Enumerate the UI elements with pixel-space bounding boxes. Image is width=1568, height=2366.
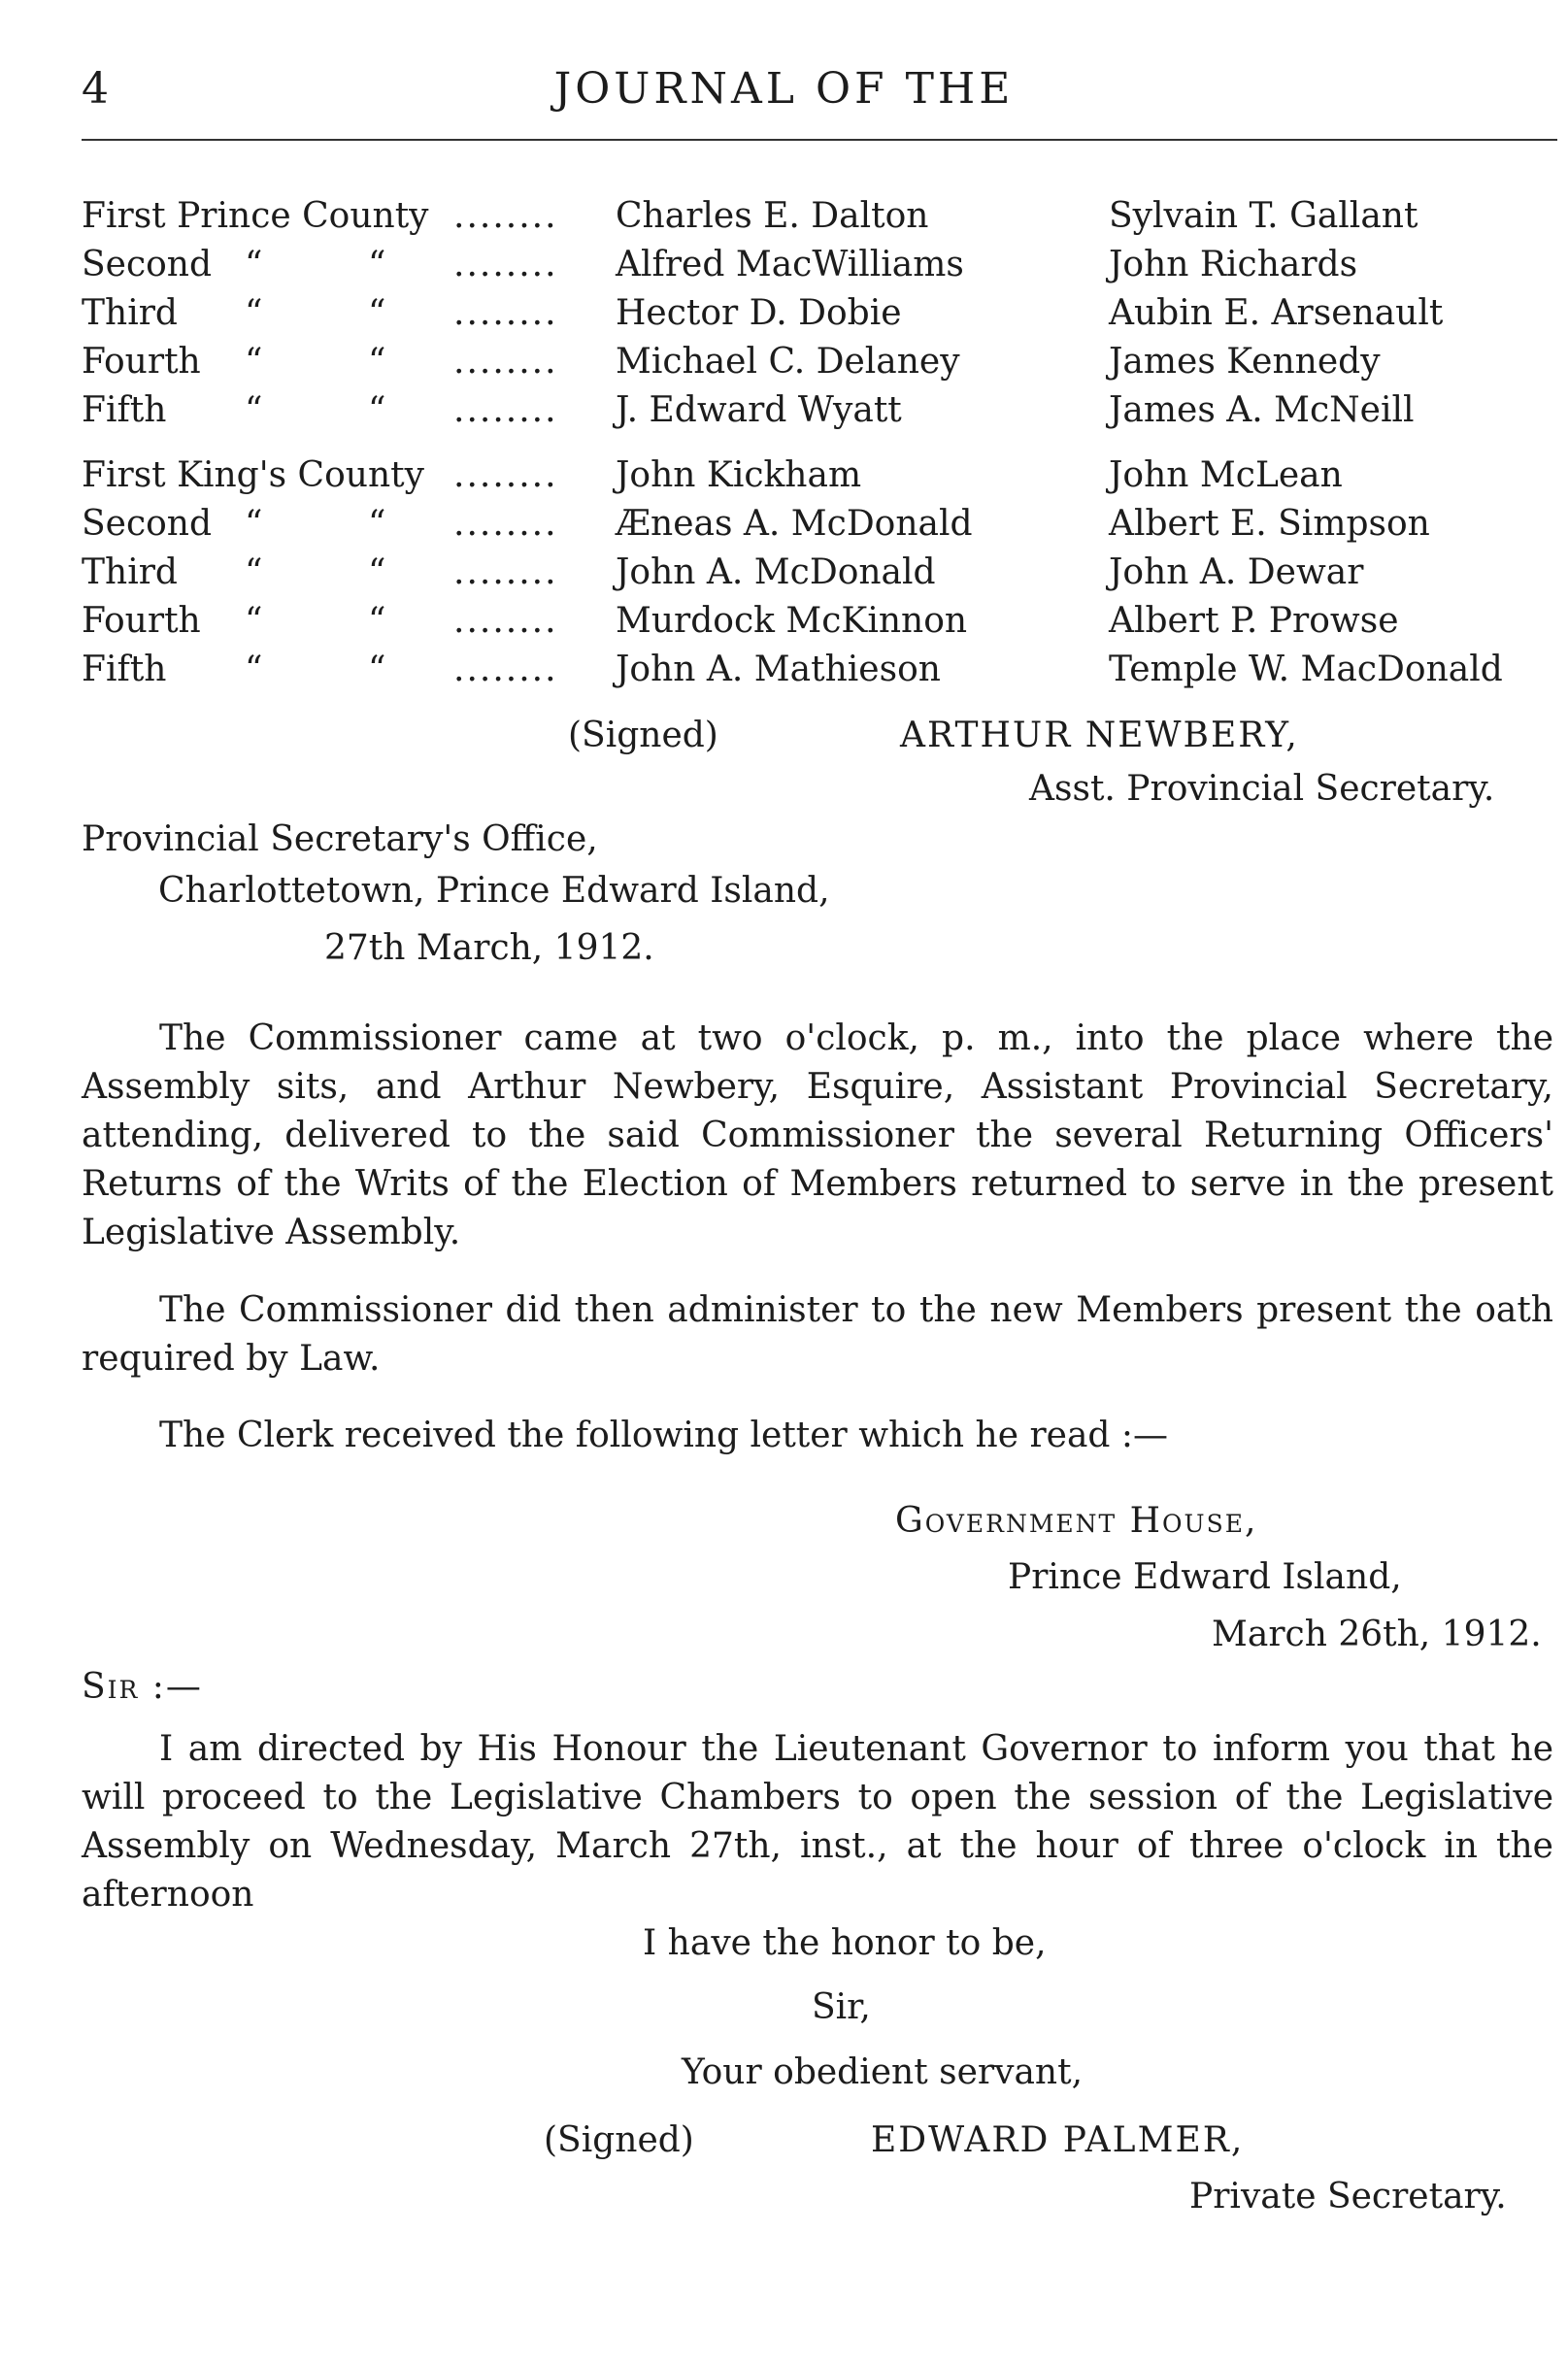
member-name: James A. McNeill [1109, 390, 1415, 430]
member-row [82, 597, 1538, 646]
member-name: Albert P. Prowse [1109, 601, 1399, 641]
signature2-name: EDWARD PALMER, [871, 2120, 1245, 2160]
leader-dots: ........ [453, 293, 558, 333]
ditto-mark: “ [368, 390, 386, 430]
closing-line2: Sir, [812, 1987, 871, 2027]
member-name: J. Edward Wyatt [616, 390, 902, 430]
prince-county-group [82, 192, 1538, 435]
member-name: Hector D. Dobie [616, 293, 902, 333]
ditto-mark: “ [368, 504, 386, 544]
office-line2: Charlottetown, Prince Edward Island, [158, 871, 830, 911]
member-name: Temple W. MacDonald [1109, 650, 1503, 689]
kings-county-group [82, 451, 1538, 694]
office-line1: Provincial Secretary's Office, [82, 819, 598, 859]
district-name: Third [82, 293, 178, 333]
ditto-mark: “ [245, 245, 263, 284]
ditto-mark: “ [368, 293, 386, 333]
signature1-name: ARTHUR NEWBERY, [900, 716, 1299, 755]
closing-line1: I have the honor to be, [643, 1923, 1047, 1963]
ditto-mark: “ [368, 650, 386, 689]
signature2-signed: (Signed) [544, 2120, 694, 2160]
paragraph-letter-intro: The Clerk received the following letter which he read :— [159, 1416, 1169, 1455]
member-row [82, 289, 1538, 338]
member-name: John A. Mathieson [616, 650, 941, 689]
leader-dots: ........ [453, 650, 558, 689]
ditto-mark: “ [245, 390, 263, 430]
leader-dots: ........ [453, 390, 558, 430]
member-name: Michael C. Delaney [616, 342, 960, 382]
member-name: Sylvain T. Gallant [1109, 196, 1418, 236]
paragraph-commissioner: The Commissioner came at two o'clock, p. m., into the place where the Assembly sits, and Arthur Newbery, Esquire, Assistant Provincial Secretary, attending, delivered to the said Commissioner the several Returning Officers' Returns of the Writs of the Election of Members returned to serve in the present Legislative Assembly. [82, 1018, 1553, 1252]
leader-dots: ........ [453, 196, 558, 236]
running-title: JOURNAL OF THE [553, 64, 1015, 114]
member-row [82, 386, 1538, 435]
member-name: Murdock McKinnon [616, 601, 968, 641]
signature1-title: Asst. Provincial Secretary. [1029, 769, 1495, 809]
letter-salutation: Sir :— [82, 1667, 203, 1707]
signature1-signed: (Signed) [568, 716, 718, 755]
leader-dots: ........ [453, 601, 558, 641]
ditto-mark: “ [245, 650, 263, 689]
members-table [82, 192, 1538, 694]
signature2-title: Private Secretary. [1189, 2177, 1507, 2216]
ditto-mark: “ [245, 504, 263, 544]
ditto-mark: “ [245, 552, 263, 592]
letter-date: March 26th, 1912. [1212, 1615, 1542, 1654]
leader-dots: ........ [453, 455, 558, 495]
district-name: Second [82, 245, 213, 284]
district-name: Second [82, 504, 213, 544]
office-date: 27th March, 1912. [324, 928, 654, 968]
member-name: John A. McDonald [616, 552, 936, 592]
member-row [82, 646, 1538, 694]
member-name: Æneas A. McDonald [616, 504, 973, 544]
district-name: Fourth [82, 342, 201, 382]
member-row [82, 500, 1538, 549]
letter-body: I am directed by His Honour the Lieutenant Governor to inform you that he will proceed to the Legislative Chambers to open the session of the Legislative Assembly on Wednesday, March 27th, inst., at the hour of three o'clock in the afternoon [82, 1729, 1553, 1915]
ditto-mark: “ [245, 601, 263, 641]
group-gap [82, 435, 1538, 451]
district-name: Third [82, 552, 178, 592]
leader-dots: ........ [453, 245, 558, 284]
ditto-mark: “ [245, 342, 263, 382]
member-name: James Kennedy [1109, 342, 1381, 382]
closing-line3: Your obedient servant, [682, 2052, 1084, 2092]
ditto-mark: “ [368, 552, 386, 592]
ditto-mark: “ [368, 245, 386, 284]
member-name: John Richards [1109, 245, 1358, 284]
member-name: Alfred MacWilliams [616, 245, 964, 284]
member-name: Charles E. Dalton [616, 196, 929, 236]
letter-address2: Prince Edward Island, [1008, 1557, 1402, 1597]
paragraph-oath: The Commissioner did then administer to the new Members present the oath required by Law. [82, 1290, 1553, 1379]
member-row [82, 451, 1538, 500]
member-name: John A. Dewar [1109, 552, 1364, 592]
member-row [82, 338, 1538, 386]
district-name: Fourth [82, 601, 201, 641]
district-name: Fifth [82, 390, 167, 430]
member-name: Aubin E. Arsenault [1109, 293, 1444, 333]
page-number: 4 [82, 64, 109, 114]
ditto-mark: “ [368, 342, 386, 382]
member-name: John Kickham [616, 455, 862, 495]
member-row [82, 241, 1538, 289]
letter-address1: Government House, [895, 1501, 1258, 1541]
header-rule [82, 139, 1557, 141]
district-name: First Prince County [82, 196, 429, 236]
member-name: John McLean [1109, 455, 1343, 495]
member-row [82, 549, 1538, 597]
ditto-mark: “ [245, 293, 263, 333]
member-row [82, 192, 1538, 241]
leader-dots: ........ [453, 342, 558, 382]
ditto-mark: “ [368, 601, 386, 641]
district-name: First King's County [82, 455, 424, 495]
member-name: Albert E. Simpson [1109, 504, 1430, 544]
leader-dots: ........ [453, 552, 558, 592]
district-name: Fifth [82, 650, 167, 689]
leader-dots: ........ [453, 504, 558, 544]
